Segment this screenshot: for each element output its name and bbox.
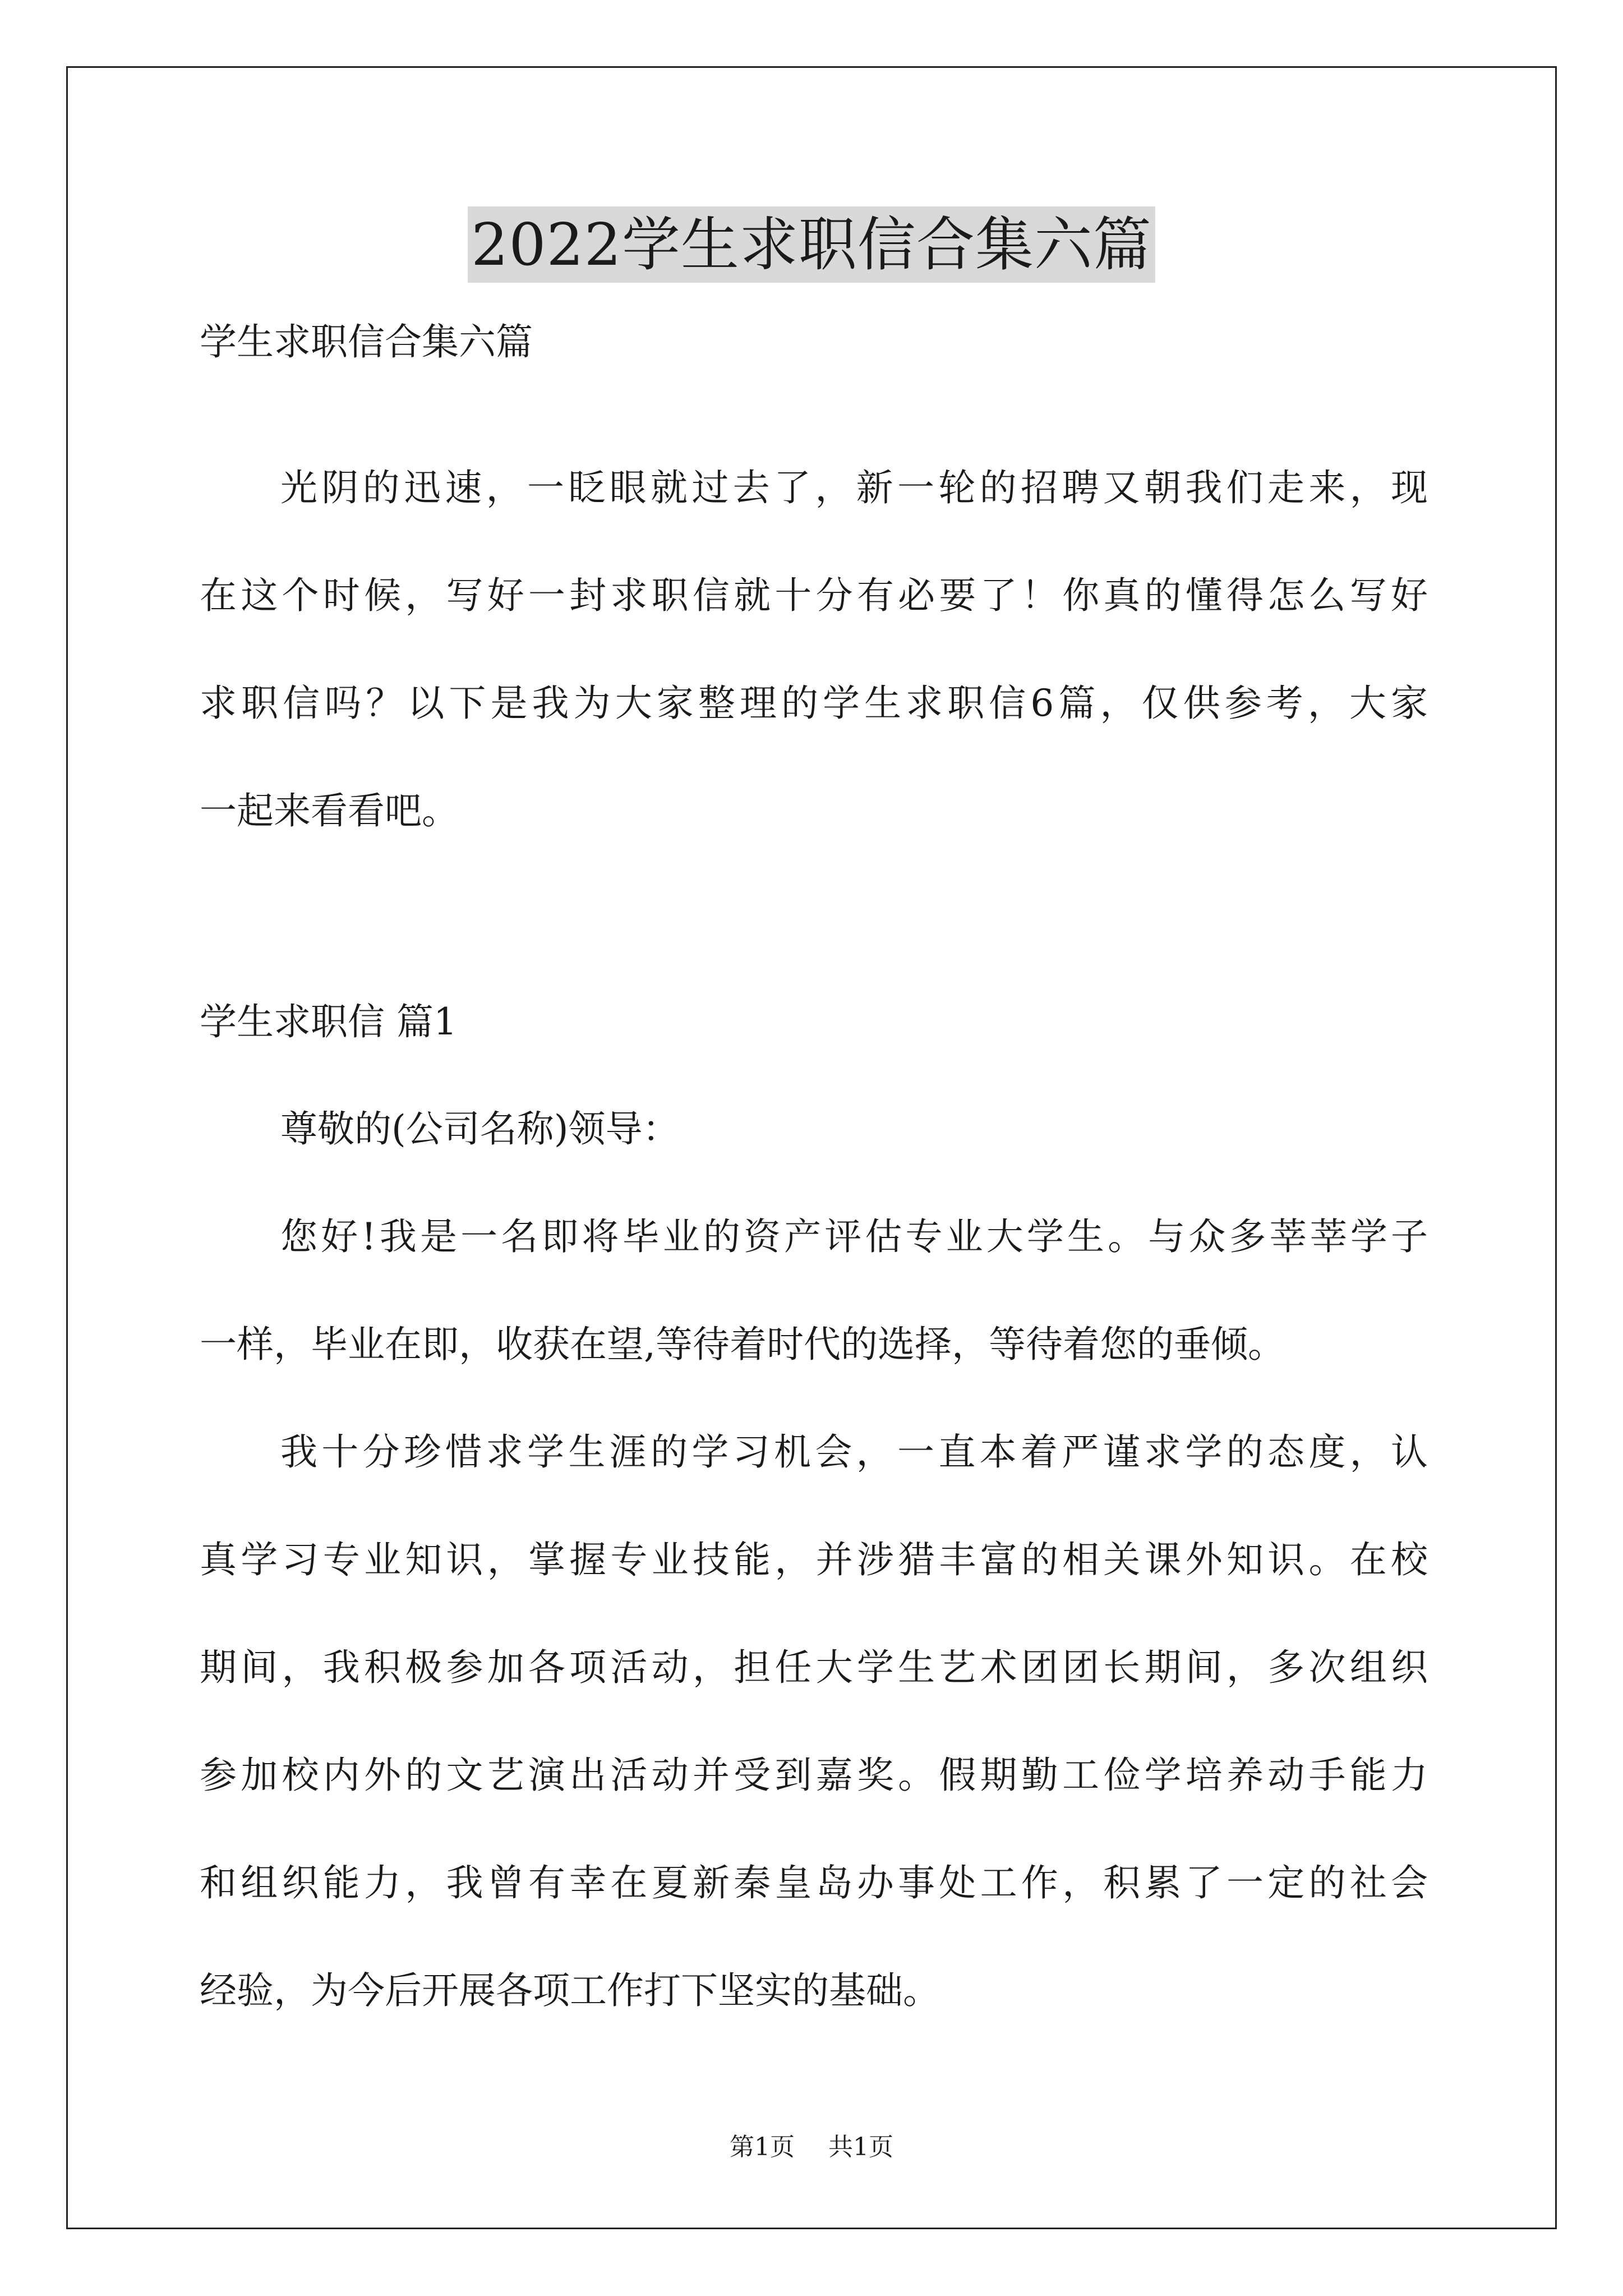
document-subtitle: 学生求职信合集六篇 (200, 320, 533, 364)
para2-line-1: 我十分珍惜求学生涯的学习机会，一直本着严谨求学的态度，认 (280, 1430, 1428, 1474)
document-title: 2022学生求职信合集六篇 (468, 206, 1155, 283)
intro-line-2: 在这个时候，写好一封求职信就十分有必要了！你真的懂得怎么写好 (200, 574, 1428, 617)
para2-line-4: 参加校内外的文艺演出活动并受到嘉奖。假期勤工俭学培养动手能力 (200, 1754, 1428, 1797)
page-total: 共1页 (828, 2133, 893, 2161)
para1-line-2: 一样，毕业在即，收获在望,等待着时代的选择，等待着您的垂倾。 (200, 1323, 1285, 1366)
para2-line-3: 期间，我积极参加各项活动，担任大学生艺术团团长期间，多次组织 (200, 1646, 1428, 1689)
para2-line-5: 和组织能力，我曾有幸在夏新秦皇岛办事处工作，积累了一定的社会 (200, 1861, 1428, 1904)
intro-line-4: 一起来看看吧。 (200, 789, 459, 832)
salutation: 尊敬的(公司名称)领导： (280, 1107, 680, 1151)
page-footer (0, 2132, 1623, 2163)
para2-line-2: 真学习专业知识，掌握专业技能，并涉猎丰富的相关课外知识。在校 (200, 1538, 1428, 1581)
intro-line-3: 求职信吗？以下是我为大家整理的学生求职信6篇，仅供参考，大家 (200, 682, 1428, 725)
title-container (0, 206, 1623, 283)
para2-line-6: 经验，为今后开展各项工作打下坚实的基础。 (200, 1969, 940, 2012)
intro-line-1: 光阴的迅速，一眨眼就过去了，新一轮的招聘又朝我们走来，现 (280, 466, 1428, 509)
para1-line-1: 您好!我是一名即将毕业的资产评估专业大学生。与众多莘莘学子 (280, 1215, 1428, 1258)
page-number: 第1页 (730, 2133, 795, 2161)
section-heading: 学生求职信 篇1 (200, 1000, 457, 1043)
